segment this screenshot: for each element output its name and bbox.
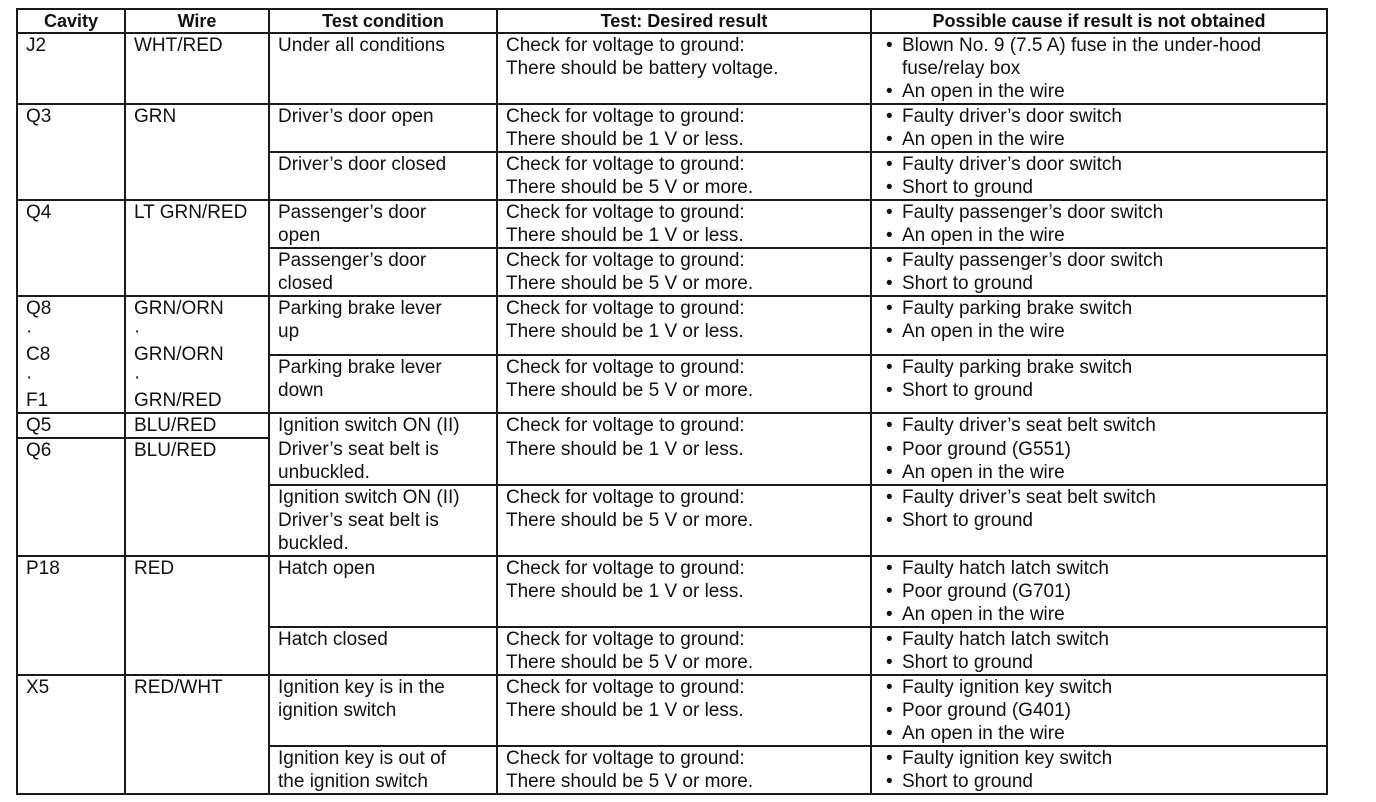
cause-item [880, 461, 1318, 484]
cause-text: • Faulty passenger’s door switch [902, 250, 1164, 271]
test-condition-text: Parking brake lever [278, 298, 442, 319]
desired-result-cell [497, 248, 871, 296]
test-condition-text: buckled. [278, 533, 349, 554]
wire-cell [125, 296, 269, 413]
possible-cause-cell [871, 746, 1327, 794]
desired-result-cell [497, 556, 871, 627]
cavity-label: J2 [26, 35, 47, 56]
wire-color-label: GRN/RED [134, 390, 222, 411]
desired-result-text: There should be 5 V or more. [506, 273, 754, 294]
desired-result-cell [497, 485, 871, 556]
test-condition-text: Driver’s seat belt is [278, 510, 439, 531]
cause-item [880, 699, 1318, 722]
cavity-cell [17, 556, 125, 675]
input-test-table [16, 8, 1328, 795]
test-condition-cell [269, 438, 497, 485]
possible-cause-cell [871, 485, 1327, 556]
desired-result-text: Check for voltage to ground: [506, 415, 745, 436]
header-cavity: Cavity [17, 9, 125, 33]
cause-item [880, 34, 1318, 80]
wire-color-label: BLU/RED [134, 440, 217, 461]
test-condition-text: Passenger’s door [278, 250, 427, 271]
cause-item [880, 770, 1318, 793]
cavity-cell [17, 200, 125, 296]
cause-list [880, 676, 1318, 745]
test-condition-cell [269, 152, 497, 200]
table-row [17, 104, 1327, 152]
cavity-cell [17, 413, 125, 438]
cause-text: • An open in the wire [902, 225, 1065, 246]
cause-text: • Short to ground [902, 652, 1033, 673]
wire-color-label: · [134, 321, 141, 342]
table-row [17, 675, 1327, 746]
wire-color-label: WHT/RED [134, 35, 223, 56]
header-desired-result: Test: Desired result [497, 9, 871, 33]
header-test-condition: Test condition [269, 9, 497, 33]
desired-result-text: Check for voltage to ground: [506, 558, 745, 579]
cause-item [880, 379, 1318, 402]
desired-result-text: Check for voltage to ground: [506, 298, 745, 319]
cause-text: • An open in the wire [902, 321, 1065, 342]
test-condition-cell [269, 200, 497, 248]
cause-item [880, 580, 1318, 603]
cavity-cell [17, 33, 125, 104]
cause-list [880, 297, 1318, 343]
cavity-cell [17, 675, 125, 794]
cavity-label: Q5 [26, 415, 52, 436]
cavity-label: C8 [26, 344, 51, 365]
cause-list [880, 249, 1318, 295]
cause-text: fuse/relay box [902, 58, 1021, 79]
desired-result-text: There should be 5 V or more. [506, 379, 754, 401]
table-row [17, 200, 1327, 248]
test-condition-text: down [278, 379, 324, 401]
possible-cause-cell [871, 200, 1327, 248]
test-condition-text: Parking brake lever [278, 356, 442, 378]
cause-list [880, 557, 1318, 626]
wire-cell [125, 675, 269, 794]
cause-text: • Faulty driver’s door switch [902, 154, 1122, 175]
cause-item [880, 747, 1318, 770]
cause-list [880, 747, 1318, 793]
cause-text: • Poor ground (G401) [902, 700, 1071, 721]
cause-item [880, 356, 1318, 379]
desired-result-text: There should be 1 V or less. [506, 225, 744, 246]
possible-cause-cell [871, 675, 1327, 746]
desired-result-cell [497, 33, 871, 104]
test-condition-cell [269, 413, 497, 438]
possible-cause-cell [871, 438, 1327, 485]
desired-result-cell [497, 152, 871, 200]
cause-item [880, 509, 1318, 532]
cause-list [880, 105, 1318, 151]
cavity-label: · [26, 367, 33, 388]
possible-cause-cell [871, 104, 1327, 152]
test-condition-text: Ignition key is out of [278, 748, 446, 769]
cavity-cell [17, 438, 125, 556]
cause-text: • Short to ground [902, 273, 1033, 294]
test-condition-text: Ignition switch ON (II) [278, 487, 460, 508]
wire-color-label: GRN [134, 106, 177, 127]
header-possible-cause: Possible cause if result is not obtained [871, 9, 1327, 33]
table-row [17, 33, 1327, 104]
possible-cause-cell [871, 248, 1327, 296]
wire-cell [125, 438, 269, 556]
test-condition-cell [269, 296, 497, 355]
cause-item [880, 603, 1318, 626]
wire-cell [125, 200, 269, 296]
cause-item [880, 651, 1318, 674]
desired-result-cell [497, 104, 871, 152]
test-condition-cell [269, 485, 497, 556]
cause-item [880, 80, 1318, 103]
cause-item [880, 105, 1318, 128]
desired-result-text: There should be 1 V or less. [506, 129, 744, 150]
test-condition-cell [269, 33, 497, 104]
cause-item [880, 297, 1318, 320]
wire-cell [125, 104, 269, 200]
test-condition-text: Passenger’s door [278, 202, 427, 223]
cavity-label: P18 [26, 558, 60, 579]
cause-item [880, 722, 1318, 745]
cavity-label: Q6 [26, 440, 52, 461]
cause-text: • Faulty driver’s seat belt switch [902, 415, 1156, 436]
cavity-label: Q8 [26, 298, 52, 319]
cause-item [880, 320, 1318, 343]
test-condition-text: Under all conditions [278, 35, 445, 56]
test-condition-text: Driver’s seat belt is [278, 439, 439, 460]
cause-text: • Faulty ignition key switch [902, 748, 1113, 769]
cause-item [880, 224, 1318, 247]
desired-result-text: Check for voltage to ground: [506, 202, 745, 223]
table-row [17, 413, 1327, 438]
cavity-label: Q4 [26, 202, 52, 223]
desired-result-cell [497, 355, 871, 414]
cause-text: • An open in the wire [902, 723, 1065, 744]
possible-cause-cell [871, 33, 1327, 104]
wire-color-label: GRN/ORN [134, 298, 224, 319]
cavity-label: F1 [26, 390, 49, 411]
cause-item [880, 153, 1318, 176]
cavity-cell [17, 104, 125, 200]
test-condition-text: ignition switch [278, 700, 397, 721]
cause-list [880, 628, 1318, 674]
desired-result-cell [497, 438, 871, 485]
cause-text: • Faulty hatch latch switch [902, 629, 1109, 650]
test-condition-cell [269, 627, 497, 675]
cause-item [880, 676, 1318, 699]
test-condition-text: Ignition key is in the [278, 677, 445, 698]
desired-result-cell [497, 413, 871, 438]
cause-text: • Short to ground [902, 177, 1033, 198]
cause-text: • Blown No. 9 (7.5 A) fuse in the under-hood [902, 35, 1262, 56]
cause-text: • Short to ground [902, 771, 1033, 792]
wire-color-label: GRN/ORN [134, 344, 224, 365]
desired-result-text: There should be 1 V or less. [506, 321, 744, 342]
test-condition-cell [269, 355, 497, 414]
desired-result-text: There should be 5 V or more. [506, 652, 754, 673]
wire-color-label: BLU/RED [134, 415, 217, 436]
cause-item [880, 272, 1318, 295]
cavity-label: X5 [26, 677, 50, 698]
test-condition-text: Driver’s door open [278, 106, 434, 127]
table-row [17, 438, 1327, 485]
cause-list [880, 34, 1318, 103]
desired-result-text: Check for voltage to ground: [506, 106, 745, 127]
cause-text: • Faulty ignition key switch [902, 677, 1113, 698]
table-header-row [17, 9, 1327, 33]
cause-item [880, 249, 1318, 272]
cause-item [880, 414, 1318, 437]
cavity-label: · [26, 321, 33, 342]
desired-result-text: Check for voltage to ground: [506, 677, 745, 698]
wire-cell [125, 33, 269, 104]
desired-result-text: Check for voltage to ground: [506, 356, 745, 378]
cause-text: • Faulty parking brake switch [902, 356, 1133, 378]
test-condition-text: Hatch open [278, 558, 376, 579]
cause-text: • Faulty parking brake switch [902, 298, 1133, 319]
desired-result-text: There should be 5 V or more. [506, 177, 754, 198]
cause-item [880, 438, 1318, 461]
cause-item [880, 486, 1318, 509]
test-condition-text: closed [278, 273, 333, 294]
desired-result-text: Check for voltage to ground: [506, 748, 745, 769]
cause-text: • Faulty driver’s door switch [902, 106, 1122, 127]
test-condition-text: Driver’s door closed [278, 154, 447, 175]
cause-text: • Faulty driver’s seat belt switch [902, 487, 1156, 508]
possible-cause-cell [871, 627, 1327, 675]
desired-result-text: There should be 5 V or more. [506, 771, 754, 792]
desired-result-text: Check for voltage to ground: [506, 487, 745, 508]
header-wire: Wire [125, 9, 269, 33]
desired-result-cell [497, 746, 871, 794]
wire-color-label: LT GRN/RED [134, 202, 248, 223]
cause-text: • Short to ground [902, 379, 1033, 401]
cause-list [880, 438, 1318, 484]
cause-text: • Poor ground (G701) [902, 581, 1071, 602]
wire-cell [125, 556, 269, 675]
cause-item [880, 201, 1318, 224]
test-condition-text: open [278, 225, 321, 246]
desired-result-text: There should be 1 V or less. [506, 581, 744, 602]
possible-cause-cell [871, 556, 1327, 627]
cause-text: • An open in the wire [902, 81, 1065, 102]
table-row [17, 296, 1327, 355]
desired-result-text: There should be 5 V or more. [506, 510, 754, 531]
cause-text: • An open in the wire [902, 604, 1065, 625]
desired-result-text: Check for voltage to ground: [506, 629, 745, 650]
desired-result-cell [497, 296, 871, 355]
possible-cause-cell [871, 413, 1327, 438]
test-condition-text: Ignition switch ON (II) [278, 415, 460, 436]
test-condition-cell [269, 104, 497, 152]
desired-result-cell [497, 200, 871, 248]
cause-text: • Short to ground [902, 510, 1033, 531]
cause-text: • An open in the wire [902, 462, 1065, 483]
cause-list [880, 356, 1318, 402]
desired-result-text: Check for voltage to ground: [506, 250, 745, 271]
cause-text: • Poor ground (G551) [902, 439, 1071, 460]
test-condition-cell [269, 746, 497, 794]
test-condition-text: unbuckled. [278, 462, 370, 483]
wire-cell [125, 413, 269, 438]
cavity-label: Q3 [26, 106, 52, 127]
cause-text: • Faulty passenger’s door switch [902, 202, 1164, 223]
cavity-cell [17, 296, 125, 413]
desired-result-text: Check for voltage to ground: [506, 154, 745, 175]
troubleshooting-table-container [16, 8, 1328, 795]
desired-result-text: Check for voltage to ground: [506, 35, 745, 56]
cause-list [880, 414, 1318, 437]
test-condition-text: the ignition switch [278, 771, 428, 792]
possible-cause-cell [871, 152, 1327, 200]
desired-result-text: There should be battery voltage. [506, 58, 779, 79]
test-condition-cell [269, 248, 497, 296]
wire-color-label: · [134, 367, 141, 388]
table-body [17, 33, 1327, 794]
wire-color-label: RED/WHT [134, 677, 223, 698]
table-row [17, 556, 1327, 627]
test-condition-cell [269, 556, 497, 627]
cause-list [880, 153, 1318, 199]
cause-text: • Faulty hatch latch switch [902, 558, 1109, 579]
cause-item [880, 557, 1318, 580]
cause-item [880, 128, 1318, 151]
cause-list [880, 201, 1318, 247]
test-condition-text: up [278, 321, 300, 342]
cause-text: • An open in the wire [902, 129, 1065, 150]
desired-result-cell [497, 675, 871, 746]
wire-color-label: RED [134, 558, 175, 579]
desired-result-cell [497, 627, 871, 675]
desired-result-text: There should be 1 V or less. [506, 700, 744, 721]
possible-cause-cell [871, 355, 1327, 414]
desired-result-text: There should be 1 V or less. [506, 439, 744, 460]
cause-item [880, 176, 1318, 199]
cause-list [880, 486, 1318, 532]
cause-item [880, 628, 1318, 651]
test-condition-cell [269, 675, 497, 746]
test-condition-text: Hatch closed [278, 629, 388, 650]
possible-cause-cell [871, 296, 1327, 355]
